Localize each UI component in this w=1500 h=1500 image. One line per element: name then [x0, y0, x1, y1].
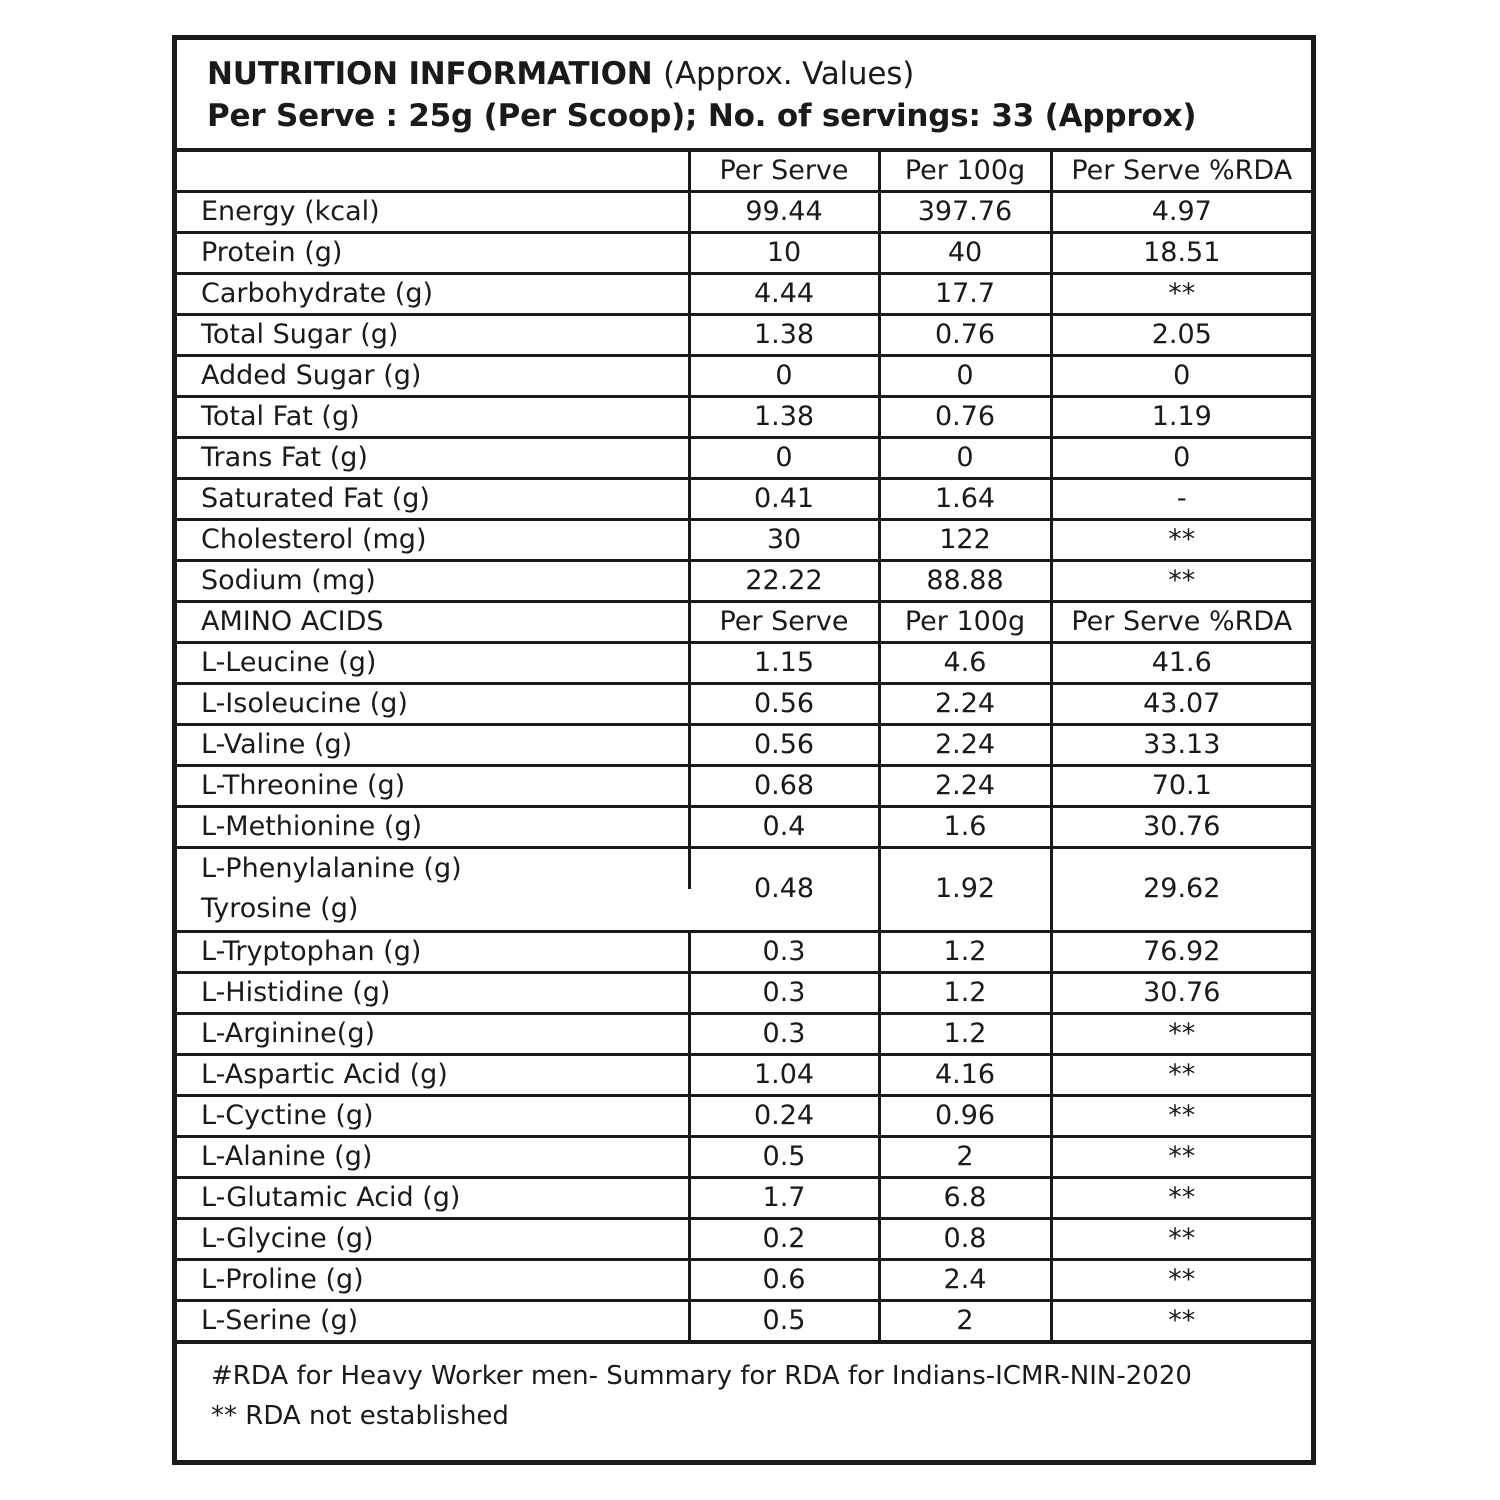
value-per-100g: 6.8 — [879, 1177, 1051, 1218]
value-per-serve: 1.38 — [689, 314, 879, 355]
value-rda: ** — [1051, 560, 1311, 601]
table-row — [177, 560, 1311, 601]
table-row — [177, 314, 1311, 355]
value-per-100g: 1.2 — [879, 1013, 1051, 1054]
value-per-serve: 1.38 — [689, 396, 879, 437]
value-rda: ** — [1051, 1136, 1311, 1177]
value-per-100g: 2 — [879, 1136, 1051, 1177]
value-per-100g: 2.24 — [879, 724, 1051, 765]
value-per-serve: 0.56 — [689, 683, 879, 724]
value-per-100g: 0 — [879, 437, 1051, 478]
column-header-per-serve-rda: Per Serve %RDA — [1051, 152, 1311, 192]
value-per-100g: 1.64 — [879, 478, 1051, 519]
value-per-serve: 1.7 — [689, 1177, 879, 1218]
nutrient-name: Total Sugar (g) — [177, 314, 689, 355]
value-rda: 1.19 — [1051, 396, 1311, 437]
value-rda: 29.62 — [1051, 847, 1311, 931]
value-per-serve: 0.24 — [689, 1095, 879, 1136]
value-rda: 2.05 — [1051, 314, 1311, 355]
column-header-per-serve: Per Serve — [689, 152, 879, 192]
value-per-serve: 0.3 — [689, 931, 879, 972]
value-per-serve: 0 — [689, 437, 879, 478]
value-rda: ** — [1051, 1177, 1311, 1218]
value-per-serve: 0.5 — [689, 1300, 879, 1340]
table-row — [177, 1218, 1311, 1259]
table-row — [177, 972, 1311, 1013]
value-per-serve: 10 — [689, 232, 879, 273]
value-per-serve: 0.6 — [689, 1259, 879, 1300]
value-per-100g: 0.96 — [879, 1095, 1051, 1136]
table-row-phenylalanine — [177, 847, 1311, 889]
table-row — [177, 806, 1311, 847]
table-row — [177, 273, 1311, 314]
panel-footnotes — [177, 1340, 1311, 1447]
amino-acids-label: AMINO ACIDS — [177, 601, 689, 642]
table-row — [177, 1177, 1311, 1218]
column-header-name — [177, 152, 689, 192]
nutrition-table-body — [177, 152, 1311, 1340]
value-rda: ** — [1051, 1013, 1311, 1054]
table-row — [177, 478, 1311, 519]
value-per-serve: 0.2 — [689, 1218, 879, 1259]
table-row — [177, 1300, 1311, 1340]
nutrient-name: L-Aspartic Acid (g) — [177, 1054, 689, 1095]
value-rda: ** — [1051, 519, 1311, 560]
table-row — [177, 519, 1311, 560]
value-per-100g: 1.6 — [879, 806, 1051, 847]
value-rda: ** — [1051, 273, 1311, 314]
value-rda: 30.76 — [1051, 806, 1311, 847]
serving-line: Per Serve : 25g (Per Scoop); No. of servings: 33 (Approx) — [207, 97, 1197, 134]
value-per-100g: 2 — [879, 1300, 1051, 1340]
nutrient-name: Trans Fat (g) — [177, 437, 689, 478]
value-rda: 18.51 — [1051, 232, 1311, 273]
amino-acids-section-header — [177, 601, 1311, 642]
nutrient-name: L-Glycine (g) — [177, 1218, 689, 1259]
nutrient-name: L-Methionine (g) — [177, 806, 689, 847]
value-per-100g: 1.2 — [879, 972, 1051, 1013]
nutrient-name: Cholesterol (mg) — [177, 519, 689, 560]
value-rda: ** — [1168, 1304, 1196, 1336]
table-row — [177, 642, 1311, 683]
value-rda: 0 — [1051, 437, 1311, 478]
nutrient-name: Protein (g) — [177, 232, 689, 273]
table-row — [177, 232, 1311, 273]
nutrient-name: L-Arginine(g) — [177, 1013, 689, 1054]
value-per-serve: 0.68 — [689, 765, 879, 806]
value-per-100g: 17.7 — [879, 273, 1051, 314]
table-row — [177, 1136, 1311, 1177]
value-rda: 43.07 — [1051, 683, 1311, 724]
value-rda: 70.1 — [1051, 765, 1311, 806]
panel-title-line — [207, 54, 1311, 96]
nutrient-name: L-Glutamic Acid (g) — [177, 1177, 689, 1218]
value-per-serve: 0.5 — [689, 1136, 879, 1177]
value-per-serve: 0.3 — [689, 1013, 879, 1054]
value-per-serve: 0 — [689, 355, 879, 396]
value-per-serve: 1.04 — [689, 1054, 879, 1095]
value-per-100g: 2.24 — [879, 765, 1051, 806]
value-per-serve: 4.44 — [689, 273, 879, 314]
value-rda: ** — [1051, 1218, 1311, 1259]
value-per-serve: 99.44 — [689, 191, 879, 232]
table-row — [177, 396, 1311, 437]
footnote-rda-source: #RDA for Heavy Worker men- Summary for RDA for Indians-ICMR-NIN-2020 — [211, 1360, 1192, 1391]
value-per-100g: 0.76 — [879, 314, 1051, 355]
column-header-per-serve: Per Serve — [689, 601, 879, 642]
table-header-row — [177, 152, 1311, 192]
nutrient-name: Sodium (mg) — [177, 560, 689, 601]
value-per-100g: 2.24 — [879, 683, 1051, 724]
column-header-per-serve-rda: Per Serve %RDA — [1051, 601, 1311, 642]
value-per-100g: 397.76 — [879, 191, 1051, 232]
nutrient-name: L-Leucine (g) — [177, 642, 689, 683]
value-per-serve: 0.3 — [689, 972, 879, 1013]
table-row — [177, 1054, 1311, 1095]
value-per-serve: 22.22 — [689, 560, 879, 601]
nutrient-name: L-Isoleucine (g) — [177, 683, 689, 724]
table-row — [177, 724, 1311, 765]
value-rda: 4.97 — [1051, 191, 1311, 232]
value-per-serve: 0.4 — [689, 806, 879, 847]
value-rda: 30.76 — [1051, 972, 1311, 1013]
table-row — [177, 683, 1311, 724]
value-per-100g: 0.76 — [879, 396, 1051, 437]
panel-title: NUTRITION INFORMATION — [207, 56, 653, 92]
nutrient-name: Tyrosine (g) — [177, 889, 689, 931]
value-rda: 33.13 — [1051, 724, 1311, 765]
nutrient-name: L-Tryptophan (g) — [177, 931, 689, 972]
value-rda: 76.92 — [1051, 931, 1311, 972]
value-per-serve: 0.41 — [689, 478, 879, 519]
value-per-100g: 1.92 — [879, 847, 1051, 931]
value-per-serve: 30 — [689, 519, 879, 560]
value-rda: ** — [1051, 1259, 1311, 1300]
value-rda: ** — [1051, 1095, 1311, 1136]
value-per-100g: 88.88 — [879, 560, 1051, 601]
table-row — [177, 1095, 1311, 1136]
nutrient-name: L-Phenylalanine (g) — [177, 847, 689, 889]
value-rda: - — [1051, 478, 1311, 519]
value-per-100g: 0.8 — [879, 1218, 1051, 1259]
table-row — [177, 437, 1311, 478]
table-row — [177, 1259, 1311, 1300]
table-row — [177, 1013, 1311, 1054]
value-per-100g: 40 — [879, 232, 1051, 273]
table-row — [177, 191, 1311, 232]
nutrient-name: L-Histidine (g) — [177, 972, 689, 1013]
table-row — [177, 931, 1311, 972]
table-row — [177, 765, 1311, 806]
value-per-100g: 4.6 — [879, 642, 1051, 683]
value-rda: 0 — [1051, 355, 1311, 396]
value-per-100g: 4.16 — [879, 1054, 1051, 1095]
nutrient-name: Added Sugar (g) — [177, 355, 689, 396]
nutrition-information-panel — [172, 35, 1316, 1465]
table-row — [177, 355, 1311, 396]
nutrient-name: Carbohydrate (g) — [177, 273, 689, 314]
column-header-per-100g: Per 100g — [879, 152, 1051, 192]
value-per-100g: 2.4 — [879, 1259, 1051, 1300]
value-per-100g: 0 — [879, 355, 1051, 396]
panel-header — [177, 40, 1311, 152]
footnote-rda-not-established: ** RDA not established — [211, 1400, 509, 1431]
nutrient-name: L-Valine (g) — [177, 724, 689, 765]
nutrient-name: L-Alanine (g) — [177, 1136, 689, 1177]
value-per-serve: 0.48 — [689, 847, 879, 931]
nutrient-name: Total Fat (g) — [177, 396, 689, 437]
nutrient-name: L-Serine (g) — [177, 1300, 689, 1340]
value-rda: 41.6 — [1051, 642, 1311, 683]
value-per-100g: 122 — [879, 519, 1051, 560]
value-per-serve: 0.56 — [689, 724, 879, 765]
panel-title-suffix: (Approx. Values) — [663, 56, 915, 92]
nutrition-table — [177, 152, 1311, 1340]
nutrient-name: L-Cyctine (g) — [177, 1095, 689, 1136]
value-rda: ** — [1051, 1054, 1311, 1095]
column-header-per-100g: Per 100g — [879, 601, 1051, 642]
value-per-serve: 1.15 — [689, 642, 879, 683]
value-per-100g: 1.2 — [879, 931, 1051, 972]
nutrient-name: Energy (kcal) — [177, 191, 689, 232]
nutrient-name: L-Proline (g) — [177, 1259, 689, 1300]
nutrient-name: L-Threonine (g) — [177, 765, 689, 806]
nutrient-name: Saturated Fat (g) — [177, 478, 689, 519]
